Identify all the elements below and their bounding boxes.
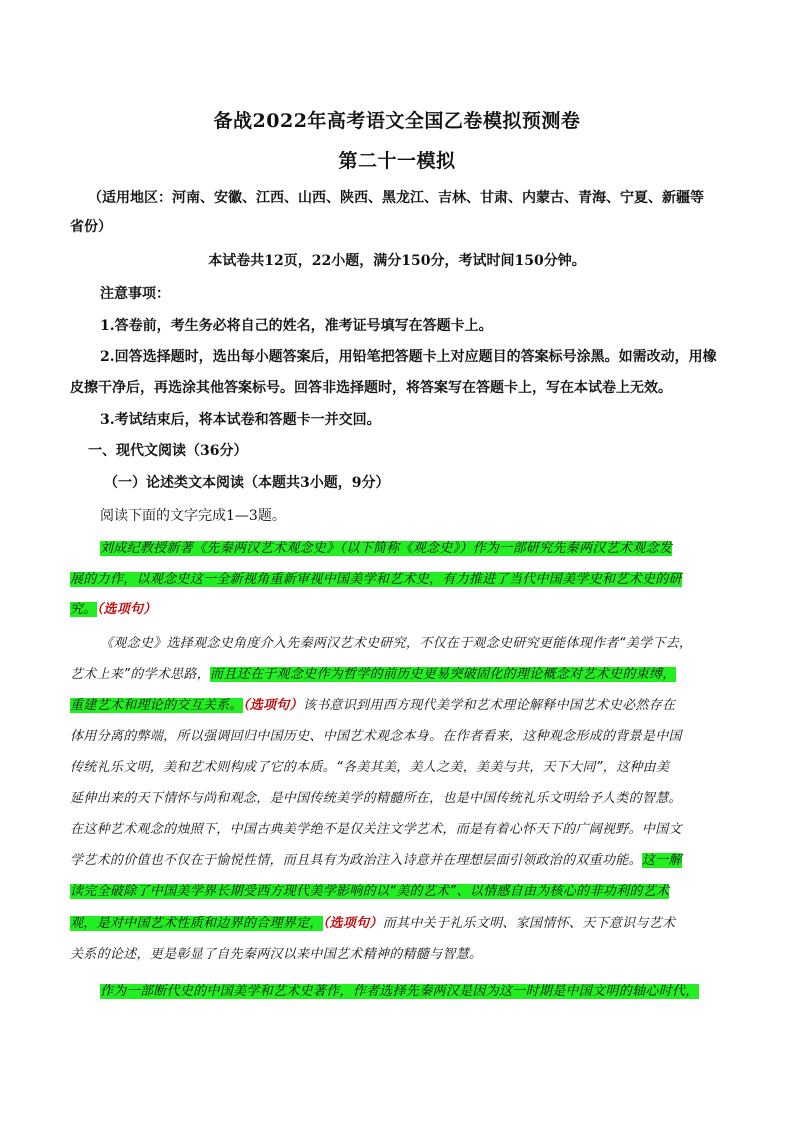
notice-item-3: 3.考试结束后，将本试卷和答题卡一并交回。 xyxy=(100,412,381,428)
passage-line xyxy=(70,600,738,620)
option-sentence-tag: （选项句） xyxy=(96,602,157,617)
passage-line: 在这种艺术观念的烛照下，中国古典美学绝不是仅关注文学艺术，而是有着心怀天下的广阔视野。中国文 xyxy=(70,822,682,837)
reading-instruction: 阅读下面的文字完成1—3题。 xyxy=(100,508,286,524)
notice-item-2-line-1: 2.回答选择题时，选出每小题答案后，用铅笔把答题卡上对应题目的答案标号涂黑。如需改动，用橡 xyxy=(100,349,717,365)
passage-line xyxy=(70,882,738,902)
passage-line: 《观念史》选择观念史角度介入先秦两汉艺术史研究，不仅在于观念史研究更能体现作者“美学下去， xyxy=(100,636,693,651)
passage-line: 传统礼乐文明，美和艺术则构成了它的本质。“各美其美，美人之美，美美与共，天下大同”，这种由美 xyxy=(70,760,670,775)
highlight-span: 这一解 xyxy=(641,853,682,868)
notice-item-1: 1.答卷前，考生务必将自己的姓名，准考证号填写在答题卡上。 xyxy=(100,318,493,334)
subsection-heading: （一）论述类文本阅读（本题共3小题，9分） xyxy=(104,475,390,491)
plain-span: 艺术上来”的学术思路， xyxy=(70,667,211,682)
highlight-span: 作为一部断代史的中国美学和艺术史著作，作者选择先秦两汉是因为这一时期是中国文明的轴心时代， xyxy=(100,984,699,999)
passage-line: 体用分离的弊端，所以强调回归中国历史、中国艺术观念本身。在作者看来，这种观念形成的背景是中国 xyxy=(70,729,682,744)
highlight-span: 观，是对中国艺术性质和边界的合理界定， xyxy=(70,916,323,931)
highlight-span: 究。 xyxy=(70,602,97,617)
highlight-span: 而且还在于观念史作为哲学的前历史更易突破固化的理论概念对艺术史的束缚， xyxy=(210,667,676,682)
plain-span: 该书意识到用西方现代美学和艺术理论解释中国艺术史必然存在 xyxy=(302,698,676,713)
plain-span: 学艺术的价值也不仅在于愉悦性情，而且具有为政治注入诗意并在理想层面引领政治的双重功能。 xyxy=(70,853,642,868)
highlight-span: 展的力作，以观念史这一全新视角重新审视中国美学和艺术史，有力推进了当代中国美学史和艺术史的研 xyxy=(70,572,682,587)
region-line-1: （适用地区：河南、安徽、江西、山西、陕西、黑龙江、吉林、甘肃、内蒙古、青海、宁夏、新疆等 xyxy=(88,190,704,206)
passage-line xyxy=(70,851,738,871)
highlight-span: 刘成纪教授新著《先秦两汉艺术观念史》（以下简称《观念史》）作为一部研究先秦两汉艺术观念发 xyxy=(100,541,673,556)
passage-line xyxy=(100,539,738,559)
highlight-span: 读完全破除了中国美学界长期受西方现代美学影响的以“美的艺术”、以情感自由为核心的非功利的艺术 xyxy=(70,884,670,899)
exam-title: 备战2022年高考语文全国乙卷模拟预测卷 xyxy=(213,110,581,132)
option-sentence-tag: （选项句） xyxy=(242,698,303,713)
exam-subtitle: 第二十一模拟 xyxy=(338,150,456,172)
highlight-span: 重建艺术和理论的交互关系。 xyxy=(70,698,243,713)
passage-line xyxy=(70,914,738,934)
paper-info: 本试卷共12页，22小题，满分150分，考试时间150分钟。 xyxy=(208,253,586,269)
section-heading: 一、现代文阅读（36分） xyxy=(88,443,248,459)
passage-line xyxy=(70,696,738,716)
notice-item-2-line-2: 皮擦干净后，再选涂其他答案标号。回答非选择题时，将答案写在答题卡上，写在本试卷上无效。 xyxy=(70,380,672,396)
option-sentence-tag: （选项句） xyxy=(322,916,383,931)
region-line-2: 省份） xyxy=(70,219,112,235)
passage-line xyxy=(70,665,738,685)
passage-line xyxy=(70,570,738,590)
passage-line xyxy=(100,982,738,1002)
passage-line: 延伸出来的天下情怀与尚和观念，是中国传统美学的精髓所在，也是中国传统礼乐文明给予人类的智慧。 xyxy=(70,791,682,806)
passage-line: 关系的论述，更是彰显了自先秦两汉以来中国艺术精神的精髓与智慧。 xyxy=(70,947,483,962)
plain-span: 而其中关于礼乐文明、家国情怀、天下意识与艺术 xyxy=(382,916,676,931)
notice-title: 注意事项： xyxy=(100,286,170,302)
